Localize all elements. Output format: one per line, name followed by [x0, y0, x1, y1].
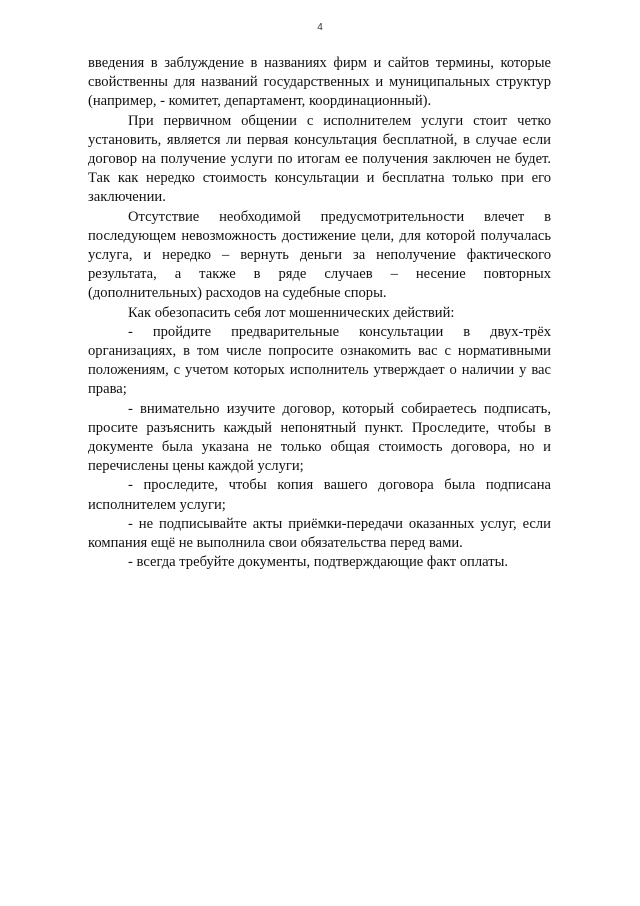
page-number: 4 [317, 22, 323, 33]
paragraph-consultation: При первичном общении с исполнителем услуги стоит четко установить, является ли первая консультация бесплатной, в случае если договор на получение услуги по итогам ее получения заключен не будет. Так как нередко стоимость консультации и бесплатна только при его заключении. [88, 112, 551, 206]
list-item-copy: - проследите, чтобы копия вашего договора была подписана исполнителем услуги; [88, 477, 551, 513]
paragraph-foresight: Отсутствие необходимой предусмотрительности влечет в последующем невозможность достижение цели, для которой получалась услуга, и нередко – вернуть деньги за неполучение фактического результата, а также в ряде случаев – несение повторных (дополнительных) расходов на судебные споры. [88, 208, 551, 302]
document-body [88, 54, 551, 572]
list-item-payment-documents: - всегда требуйте документы, подтверждающие факт оплаты. [128, 554, 509, 571]
list-item-contract: - внимательно изучите договор, который собираетесь подписать, просите разъяснить каждый непонятный пункт. Проследите, чтобы в документе была указана не только общая стоимость договора, но и перечислены цены каждой услуги; [88, 400, 551, 475]
list-item-consultations: - пройдите предварительные консультации в двух-трёх организациях, в том числе попросите ознакомить вас с нормативными положениям, с учетом которых исполнитель утверждает о наличии у вас права; [88, 323, 551, 398]
paragraph-protection-heading: Как обезопасить себя лот мошеннических действий: [128, 304, 455, 321]
list-item-acceptance-acts: - не подписывайте акты приёмки-передачи оказанных услуг, если компания ещё не выполнила свои обязательства перед вами. [88, 515, 551, 552]
paragraph-continuation: введения в заблуждение в названиях фирм и сайтов термины, которые свойственны для названий государственных и муниципальных структур (например, - комитет, департамент, координационный). [88, 55, 551, 110]
